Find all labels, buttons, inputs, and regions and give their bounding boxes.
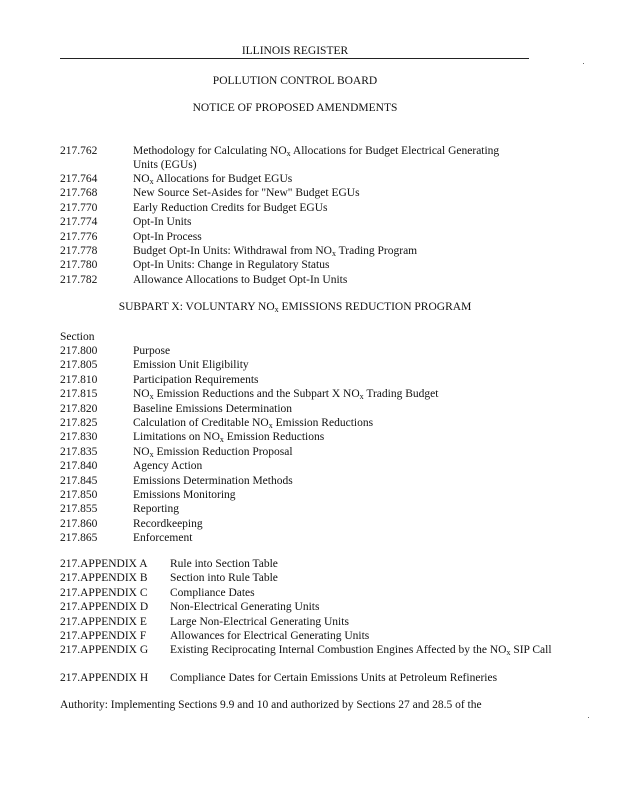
agency-title: POLLUTION CONTROL BOARD xyxy=(212,75,378,87)
section-number: 217.APPENDIX F xyxy=(60,630,147,642)
section-title: $NO_x$ Emission Reductions and the Subpart X $NO_x$ Trading Budget xyxy=(133,388,439,402)
section-number: 217.820 xyxy=(60,402,98,415)
section-title: New Source Set-Asides for "New" Budget EGUs xyxy=(133,187,360,200)
section-title: Enforcement xyxy=(133,532,193,545)
section-number: 217.762 xyxy=(60,145,98,157)
section-title: Early Reduction Credits for Budget EGUs xyxy=(133,201,328,214)
section-title: Opt-In Units xyxy=(133,216,192,229)
section-title: Allowances for Electrical Generating Units xyxy=(170,630,370,642)
scan-speck xyxy=(588,717,589,718)
section-title: Compliance Dates xyxy=(170,586,255,599)
section-title: Allowance Allocations to Budget Opt-In Units xyxy=(133,273,348,286)
section-title: Baseline Emissions Determination xyxy=(133,402,293,415)
section-number: 217.APPENDIX E xyxy=(60,615,147,628)
section-number: 217.APPENDIX H xyxy=(60,672,149,685)
section-number: 217.768 xyxy=(60,187,98,200)
header-rule xyxy=(60,58,529,59)
section-number: 217.865 xyxy=(60,532,98,545)
section-title: Opt-In Units: Change in Regulatory Status xyxy=(133,259,330,272)
section-number: 217.774 xyxy=(60,216,98,229)
scan-speck xyxy=(583,63,584,64)
subpart-x-heading: SUBPART X: VOLUNTARY $NO_x$ EMISSIONS REDUCTION PROGRAM xyxy=(118,301,472,314)
section-number: 217.776 xyxy=(60,230,98,243)
authority-text: Authority: Implementing Sections 9.9 and 10 and authorized by Sections 27 and 28.5 of the xyxy=(60,699,482,711)
section-number: 217.780 xyxy=(60,259,98,272)
section-title: Large Non-Electrical Generating Units xyxy=(170,615,349,628)
section-title: Calculation of Creditable $NO_x$ Emission Reductions xyxy=(133,417,374,430)
section-title: Participation Requirements xyxy=(133,373,259,386)
section-title: Purpose xyxy=(133,345,171,357)
section-title: Recordkeeping xyxy=(133,517,203,530)
section-number: 217.APPENDIX B xyxy=(60,572,148,585)
section-title: Reporting xyxy=(133,503,179,516)
section-number: 217.855 xyxy=(60,503,98,516)
section-title: Opt-In Process xyxy=(133,230,202,243)
section-number: 217.764 xyxy=(60,173,98,185)
section-number: 217.815 xyxy=(60,388,98,401)
section-number: 217.APPENDIX D xyxy=(60,601,149,614)
section-title: Agency Action xyxy=(133,460,203,473)
section-title: $NO_x$ Emission Reduction Proposal xyxy=(133,445,293,459)
section-title: Non-Electrical Generating Units xyxy=(170,601,320,614)
section-number: 217.840 xyxy=(60,460,98,473)
section-number: 217.860 xyxy=(60,517,98,530)
section-title: Limitations on $NO_x$ Emission Reductions xyxy=(133,431,325,445)
section-number: 217.810 xyxy=(60,373,98,386)
section-title: Emission Unit Eligibility xyxy=(133,359,249,372)
section-number: 217.APPENDIX G xyxy=(60,644,149,657)
section-title: Existing Reciprocating Internal Combustion Engines Affected by the $NO_x$ SIP Call xyxy=(170,644,552,658)
section-title: Emissions Monitoring xyxy=(133,489,236,501)
section-number: 217.778 xyxy=(60,245,98,257)
section-title: Emissions Determination Methods xyxy=(133,474,293,487)
section-number: 217.850 xyxy=(60,489,98,501)
section-number: 217.APPENDIX C xyxy=(60,586,148,599)
section-number: 217.APPENDIX A xyxy=(60,558,148,570)
section-number: 217.805 xyxy=(60,359,98,372)
section-title: Budget Opt-In Units: Withdrawal from $NO_x$ Trading Program xyxy=(133,245,418,258)
section-number: 217.770 xyxy=(60,201,98,214)
notice-title: NOTICE OF PROPOSED AMENDMENTS xyxy=(192,102,398,114)
section-number: 217.825 xyxy=(60,417,98,429)
section-title: Rule into Section Table xyxy=(170,558,278,570)
section-title: Compliance Dates for Certain Emissions Units at Petroleum Refineries xyxy=(170,672,498,685)
section-title: $NO_x$ Allocations for Budget EGUs xyxy=(133,173,293,186)
section-label: Section xyxy=(60,331,95,343)
register-title: ILLINOIS REGISTER xyxy=(241,45,349,57)
section-number: 217.845 xyxy=(60,474,98,487)
section-number: 217.800 xyxy=(60,345,98,357)
section-title: Section into Rule Table xyxy=(170,572,278,585)
section-number: 217.830 xyxy=(60,431,98,444)
section-title: Methodology for Calculating $NO_x$ Allocations for Budget Electrical Generating Units (EGUs) xyxy=(133,145,500,171)
section-number: 217.782 xyxy=(60,273,98,286)
section-number: 217.835 xyxy=(60,445,98,458)
